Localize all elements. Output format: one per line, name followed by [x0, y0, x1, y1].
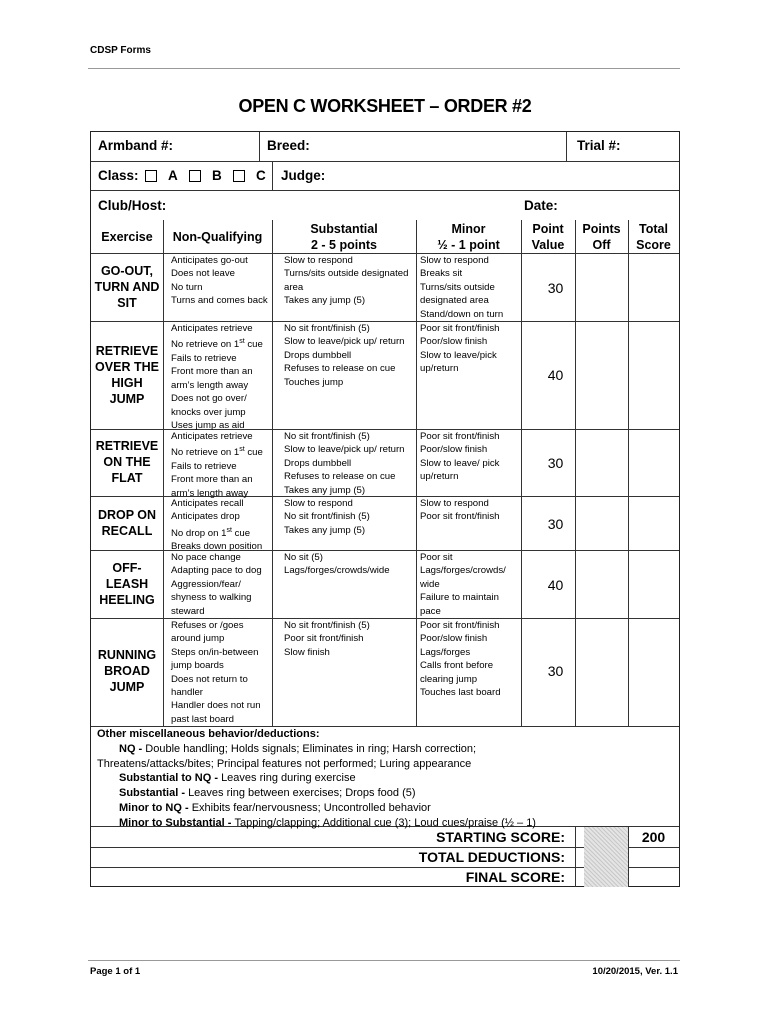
- deduction-item: Touches jump: [284, 376, 344, 388]
- class-a-checkbox[interactable]: [145, 170, 157, 182]
- ordinal-suffix: st: [226, 526, 232, 534]
- header-line: Point: [532, 222, 564, 236]
- rule: [91, 190, 679, 191]
- deduction-item: Does not return to: [171, 673, 248, 685]
- exercise-line: RUNNING: [97, 648, 157, 662]
- rule: [575, 826, 576, 887]
- exercise-line: OFF-: [112, 561, 142, 575]
- point-value: 30: [547, 455, 564, 471]
- deduction-item: Poor sit: [420, 552, 453, 563]
- minor-cell: [420, 430, 499, 484]
- judge-label: Judge:: [281, 168, 326, 183]
- ordinal-suffix: st: [239, 338, 245, 346]
- header-line: Off: [592, 238, 611, 252]
- minor-cell: [420, 322, 499, 376]
- page-title: OPEN C WORKSHEET – ORDER #2: [238, 96, 532, 116]
- deduction-item: No sit front/finish (5): [284, 431, 370, 442]
- other-line: [97, 757, 536, 772]
- header-line: Value: [531, 238, 565, 252]
- exercise-line: RECALL: [101, 524, 153, 538]
- deduction-item: pace: [420, 605, 441, 617]
- point-value: 40: [547, 577, 564, 593]
- deduction-item: Poor sit front/finish: [420, 431, 500, 442]
- other-text: Leaves ring during exercise: [221, 772, 356, 785]
- header-line: Points: [582, 222, 621, 236]
- date-label: Date:: [524, 198, 558, 213]
- header-line: Total: [639, 222, 668, 236]
- deduction-item: Poor sit front/finish: [284, 633, 364, 645]
- substantial-cell: [284, 254, 408, 308]
- page-number: Page 1 of 1: [90, 966, 141, 977]
- deduction-item: Takes any jump (5): [284, 484, 366, 496]
- deduction-item: No sit (5): [284, 552, 323, 563]
- starting-score-value: 200: [641, 829, 666, 845]
- worksheet-form: [90, 131, 680, 887]
- header-line: Substantial: [310, 222, 378, 236]
- class-a-label: A: [168, 168, 178, 183]
- deduction-item: Anticipates retrieve: [171, 431, 253, 442]
- exercise-line: HEELING: [99, 593, 155, 607]
- trial-label: Trial #:: [577, 138, 621, 153]
- exercise-name: [91, 507, 163, 539]
- version-date: 10/20/2015, Ver. 1.1: [592, 966, 678, 977]
- deduction-item: Front more than an: [171, 474, 253, 486]
- exercise-name: [91, 560, 163, 608]
- deduction-item: Refuses to release on cue: [284, 471, 396, 483]
- deduction-item: Poor/slow finish: [420, 336, 488, 348]
- other-text: Threatens/attacks/bites; Principal features not performed; Luring appearance: [97, 757, 472, 770]
- deduction-item: area: [284, 281, 304, 293]
- deduction-item: Slow to leave/ pick: [420, 457, 500, 469]
- armband-label: Armband #:: [98, 138, 174, 153]
- deduction-item: Slow to leave/pick up/ return: [284, 444, 405, 456]
- deduction-item: Slow to respond: [284, 255, 353, 266]
- other-text: Tapping/clapping; Additional cue (3); Loud cues/praise (½ – 1): [234, 816, 536, 829]
- deduction-item: No pace change: [171, 552, 241, 563]
- nq-cell: [171, 551, 262, 618]
- other-label: Substantial -: [119, 787, 189, 800]
- exercise-line: OVER THE: [95, 360, 159, 374]
- deduction-item: Poor sit front/finish: [420, 323, 500, 334]
- substantial-cell: [284, 497, 370, 537]
- col-header-total-score: [628, 221, 679, 253]
- deduction-item: Turns and comes back: [171, 295, 268, 307]
- substantial-cell: [284, 430, 405, 497]
- deduction-item: Calls front before: [420, 660, 494, 672]
- rule: [566, 132, 567, 161]
- deduction-item: Slow to leave/pick: [420, 349, 497, 361]
- starting-score-label: STARTING SCORE:: [436, 829, 565, 845]
- minor-cell: [420, 254, 503, 321]
- breed-label: Breed:: [267, 138, 310, 153]
- exercise-line: HIGH: [111, 376, 143, 390]
- deduction-item: Does not go over/: [171, 393, 247, 405]
- deduction-item: Anticipates drop: [171, 511, 240, 523]
- deduction-item: Slow to leave/pick up/ return: [284, 336, 405, 348]
- deduction-item: designated area: [420, 295, 489, 307]
- header-line: ½ - 1 point: [437, 238, 500, 252]
- other-label: Minor to NQ -: [119, 801, 192, 814]
- deduction-item: up/return: [420, 471, 459, 483]
- exercise-line: FLAT: [111, 471, 143, 485]
- other-line: [97, 801, 536, 816]
- other-label: Substantial to NQ -: [119, 772, 222, 785]
- deduction-item: No sit front/finish (5): [284, 323, 370, 334]
- deduction-item: No turn: [171, 281, 203, 293]
- exercise-line: RETRIEVE: [95, 344, 159, 358]
- deduction-item: Lags/forges/crowds/: [420, 565, 506, 577]
- minor-cell: [420, 551, 506, 618]
- deduction-item: wide: [420, 578, 440, 590]
- exercise-line: RETRIEVE: [95, 439, 159, 453]
- deduction-item: No sit front/finish (5): [284, 620, 370, 631]
- deduction-item: Drops dumbbell: [284, 349, 352, 361]
- nq-cell: [171, 254, 268, 308]
- deduction-item: arm’s length away: [171, 487, 249, 499]
- header-line: Minor: [451, 222, 486, 236]
- exercise-line: TURN AND: [94, 280, 160, 294]
- deduction-item: Anticipates recall: [171, 498, 244, 509]
- deduction-item: up/return: [420, 363, 459, 375]
- club-host-label: Club/Host:: [98, 198, 167, 213]
- deduction-item: Fails to retrieve: [171, 353, 237, 364]
- deduction-item: knocks over jump: [171, 406, 246, 418]
- col-header-point-value: [521, 221, 575, 253]
- deduction-item: Breaks sit: [420, 268, 463, 280]
- point-value: 40: [547, 367, 564, 383]
- deduction-item: Takes any jump (5): [284, 295, 366, 307]
- substantial-cell: [284, 619, 370, 659]
- deduction-item: handler: [171, 687, 204, 699]
- col-header-exercise: Exercise: [101, 230, 153, 244]
- rule: [163, 220, 164, 726]
- other-text: Leaves ring between exercises; Drops food (5): [188, 787, 416, 800]
- deduction-item: Turns/sits outside designated: [284, 268, 409, 280]
- brand-header: CDSP Forms: [90, 45, 151, 56]
- other-text: Exhibits fear/nervousness; Uncontrolled behavior: [191, 801, 431, 814]
- rule: [521, 220, 522, 726]
- deduction-item: clearing jump: [420, 673, 478, 685]
- rule: [628, 220, 629, 726]
- nq-cell: [171, 430, 263, 500]
- deduction-item: Slow to respond: [420, 255, 489, 266]
- other-label: Minor to Substantial -: [119, 816, 235, 829]
- deduction-item: Handler does not run: [171, 700, 261, 712]
- ordinal-suffix: st: [239, 446, 245, 454]
- deduction-item: arm’s length away: [171, 379, 249, 391]
- rule: [91, 161, 679, 162]
- deduction-item: Stand/down on turn: [420, 308, 504, 320]
- deduction-item: No drop on 1st cue: [171, 526, 251, 539]
- deduction-item: Touches last board: [420, 687, 501, 699]
- class-b-checkbox[interactable]: [189, 170, 201, 182]
- exercise-line: ON THE: [103, 455, 151, 469]
- deduction-item: past last board: [171, 713, 234, 725]
- nq-cell: [171, 619, 261, 726]
- header-line: 2 - 5 points: [311, 238, 377, 252]
- deduction-item: Anticipates retrieve: [171, 323, 253, 334]
- other-heading: Other miscellaneous behavior/deductions:: [97, 728, 320, 740]
- deduction-item: Poor sit front/finish: [420, 511, 500, 523]
- deduction-item: Poor sit front/finish: [420, 620, 500, 631]
- deduction-item: Adapting pace to dog: [171, 565, 262, 577]
- nq-cell: [171, 497, 262, 554]
- exercise-name: [91, 438, 163, 486]
- exercise-name: [91, 647, 163, 695]
- deduction-item: Breaks down position: [171, 541, 263, 553]
- footer-rule: [88, 960, 680, 961]
- deduction-item: Poor/slow finish: [420, 633, 488, 645]
- col-header-substantial: [272, 221, 416, 253]
- rule: [272, 161, 273, 190]
- deduction-item: Front more than an: [171, 366, 253, 378]
- rule: [272, 220, 273, 726]
- deduction-item: shyness to walking: [171, 592, 252, 604]
- point-value: 30: [547, 516, 564, 532]
- deduction-item: Failure to maintain: [420, 592, 499, 604]
- deduction-item: Slow to respond: [420, 498, 489, 509]
- minor-cell: [420, 619, 501, 699]
- deduction-item: No retrieve on 1st cue: [171, 446, 263, 459]
- deduction-item: around jump: [171, 633, 225, 645]
- deduction-item: No retrieve on 1st cue: [171, 338, 263, 351]
- col-header-minor: [416, 221, 521, 253]
- deduction-item: Slow finish: [284, 646, 330, 658]
- exercise-line: GO-OUT,: [100, 264, 154, 278]
- other-deductions: [97, 727, 536, 831]
- exercise-line: SIT: [117, 296, 137, 310]
- exercise-line: JUMP: [109, 392, 145, 406]
- deduction-item: jump boards: [171, 660, 224, 672]
- header-rule: [88, 68, 680, 69]
- deduction-item: Fails to retrieve: [171, 461, 237, 472]
- rule: [259, 132, 260, 161]
- exercise-name: [91, 343, 163, 407]
- deduction-item: Steps on/in-between: [171, 646, 259, 658]
- deduction-item: Aggression/fear/: [171, 578, 241, 590]
- class-label: Class:: [98, 168, 139, 183]
- exercise-line: JUMP: [109, 680, 145, 694]
- deduction-item: No sit front/finish (5): [284, 511, 370, 523]
- other-text: Double handling; Holds signals; Eliminates in ring; Harsh correction;: [145, 742, 477, 755]
- deduction-item: Poor/slow finish: [420, 444, 488, 456]
- other-line: [97, 742, 536, 757]
- final-score-label: FINAL SCORE:: [465, 869, 565, 885]
- other-line: [97, 786, 536, 801]
- deduction-item: Anticipates go-out: [171, 255, 248, 266]
- point-value: 30: [547, 280, 564, 296]
- rule: [416, 220, 417, 726]
- deduction-item: Drops dumbbell: [284, 457, 352, 469]
- minor-cell: [420, 497, 499, 524]
- shaded-cell: [584, 827, 628, 887]
- deduction-item: Uses jump as aid: [171, 420, 245, 432]
- deduction-item: Lags/forges: [420, 646, 471, 658]
- exercise-line: DROP ON: [97, 508, 157, 522]
- nq-cell: [171, 322, 263, 432]
- deduction-item: Lags/forges/crowds/wide: [284, 565, 390, 577]
- substantial-cell: [284, 322, 405, 389]
- deduction-item: steward: [171, 605, 205, 617]
- class-c-label: C: [256, 168, 266, 183]
- total-deductions-label: TOTAL DEDUCTIONS:: [418, 849, 565, 865]
- exercise-line: BROAD: [104, 664, 150, 678]
- substantial-cell: [284, 551, 390, 578]
- deduction-item: Does not leave: [171, 268, 235, 280]
- exercise-name: [91, 263, 163, 311]
- col-header-nq: Non-Qualifying: [172, 230, 263, 244]
- deduction-item: Refuses to release on cue: [284, 363, 396, 375]
- col-header-points-off: [575, 221, 628, 253]
- deduction-item: Slow to respond: [284, 498, 353, 509]
- class-c-checkbox[interactable]: [233, 170, 245, 182]
- deduction-item: Refuses or /goes: [171, 620, 244, 631]
- exercise-line: LEASH: [105, 577, 149, 591]
- other-label: NQ -: [119, 742, 146, 755]
- header-line: Score: [636, 238, 671, 252]
- deduction-item: Takes any jump (5): [284, 524, 366, 536]
- deduction-item: Turns/sits outside: [420, 281, 495, 293]
- point-value: 30: [547, 663, 564, 679]
- class-b-label: B: [212, 168, 222, 183]
- other-line: [97, 771, 536, 786]
